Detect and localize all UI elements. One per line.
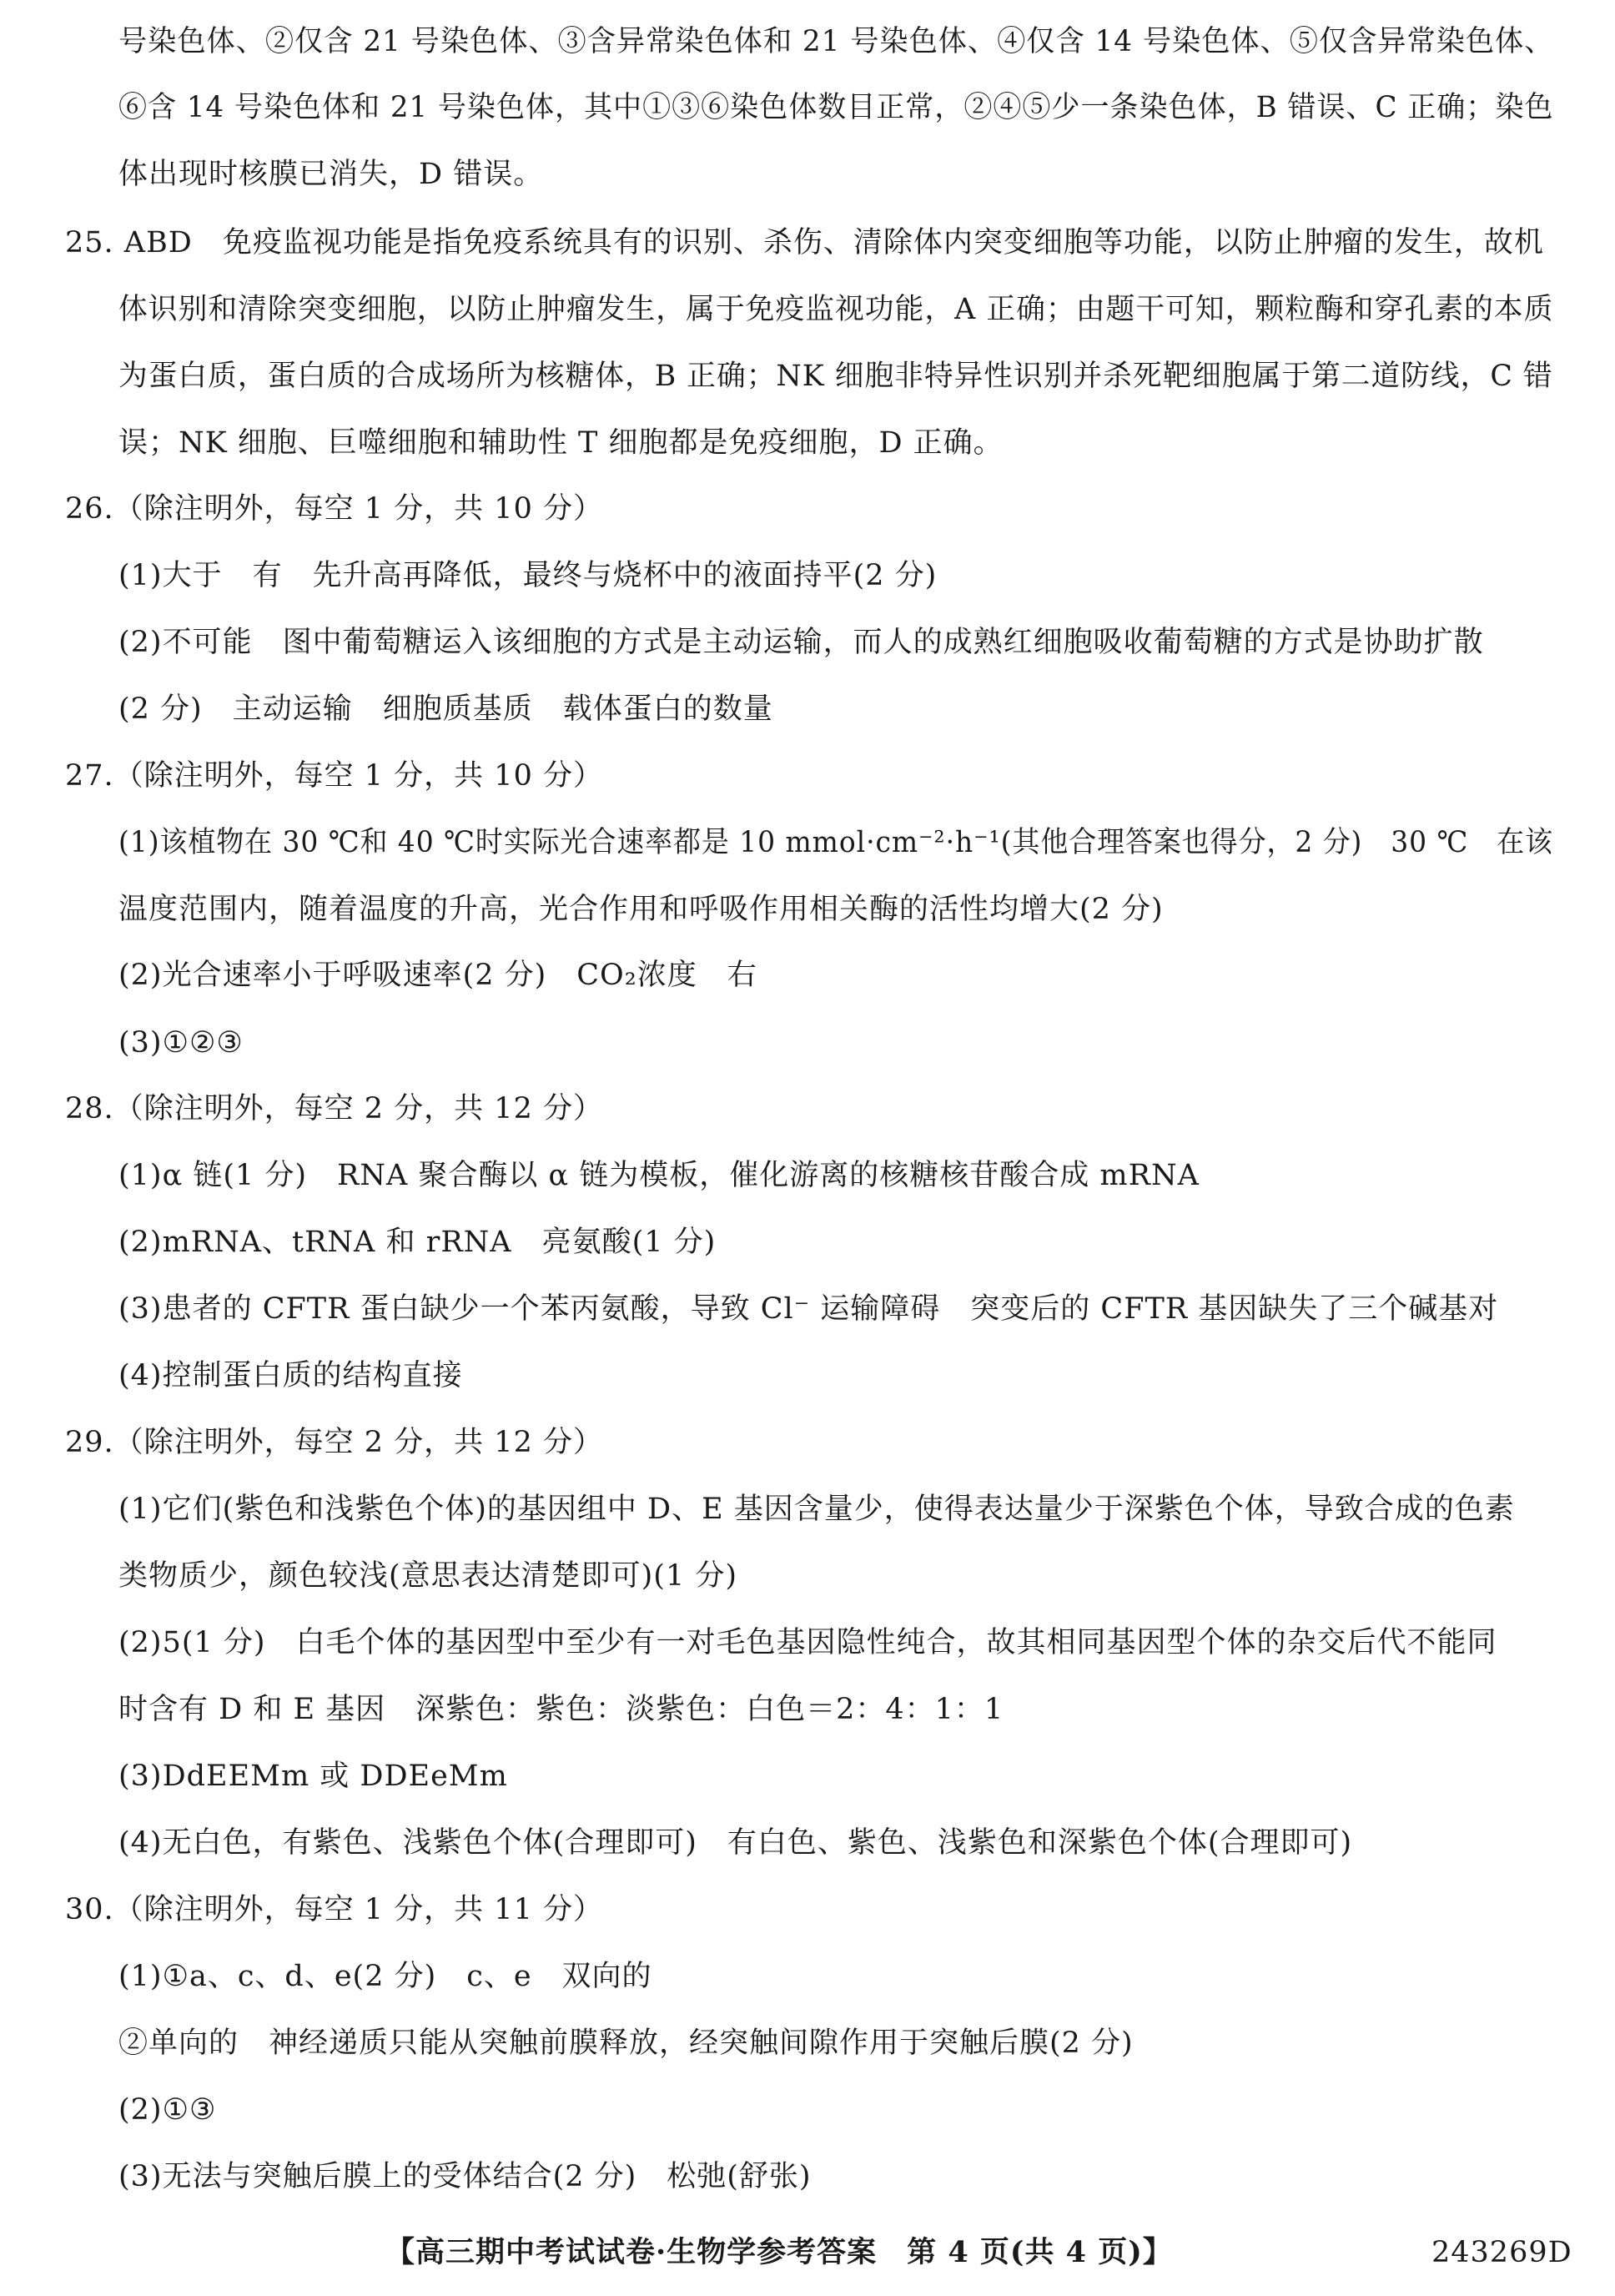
- footer-title: 【高三期中考试试卷·生物学参考答案 第 4 页(共 4 页)】: [385, 2235, 1173, 2269]
- text-line: 体识别和清除突变细胞，以防止肿瘤发生，属于免疫监视功能，A 正确；由题干可知，颗粒酶和穿孔素的本质: [118, 293, 1554, 326]
- text-line: (1)①a、c、d、e(2 分) c、e 双向的: [118, 1960, 652, 1993]
- text-line: (3)患者的 CFTR 蛋白缺少一个苯丙氨酸，导致 Cl⁻ 运输障碍 突变后的 CFTR 基因缺失了三个碱基对: [118, 1292, 1499, 1326]
- text-line: (2)不可能 图中葡萄糖运入该细胞的方式是主动运输，而人的成熟红细胞吸收葡萄糖的方式是协助扩散: [118, 626, 1484, 659]
- text-line: ⑥含 14 号染色体和 21 号染色体，其中①③⑥染色体数目正常，②④⑤少一条染色体，B 错误、C 正确；染色: [118, 91, 1554, 124]
- text-line: (1)α 链(1 分) RNA 聚合酶以 α 链为模板，催化游离的核糖核苷酸合成 mRNA: [118, 1159, 1200, 1192]
- text-line: 时含有 D 和 E 基因 深紫色：紫色：淡紫色：白色＝2：4：1：1: [118, 1693, 1004, 1726]
- text-line: 号染色体、②仅含 21 号染色体、③含异常染色体和 21 号染色体、④仅含 14 号染色体、⑤仅含异常染色体、: [118, 25, 1554, 58]
- text-line: (1)它们(紫色和浅紫色个体)的基因组中 D、E 基因含量少，使得表达量少于深紫色个体，导致合成的色素: [118, 1493, 1515, 1526]
- text-line: (2)5(1 分) 白毛个体的基因型中至少有一对毛色基因隐性纯合，故其相同基因型个体的杂交后代不能同: [118, 1626, 1497, 1659]
- text-line: 温度范围内，随着温度的升高，光合作用和呼吸作用相关酶的活性均增大(2 分): [118, 893, 1164, 926]
- text-line: ②单向的 神经递质只能从突触前膜释放，经突触间隙作用于突触后膜(2 分): [118, 2027, 1134, 2060]
- text-line: 27.（除注明外，每空 1 分，共 10 分）: [65, 759, 603, 793]
- text-line: 体出现时核膜已消失，D 错误。: [118, 158, 544, 191]
- text-line: 28.（除注明外，每空 2 分，共 12 分）: [65, 1092, 603, 1125]
- text-line: (3)DdEEMm 或 DDEeMm: [118, 1760, 508, 1793]
- text-line: (4)控制蛋白质的结构直接: [118, 1359, 463, 1392]
- text-line: 29.（除注明外，每空 2 分，共 12 分）: [65, 1426, 603, 1459]
- text-line: 误；NK 细胞、巨噬细胞和辅助性 T 细胞都是免疫细胞，D 正确。: [118, 426, 1004, 460]
- text-line: (2 分) 主动运输 细胞质基质 载体蛋白的数量: [118, 692, 773, 726]
- text-line: (1)该植物在 30 ℃和 40 ℃时实际光合速率都是 10 mmol·cm⁻²·h⁻¹(其他合理答案也得分，2 分) 30 ℃ 在该: [118, 826, 1553, 859]
- text-line: (3)①②③: [118, 1026, 244, 1060]
- text-line: (2)①③: [118, 2093, 217, 2127]
- text-line: 30.（除注明外，每空 1 分，共 11 分）: [65, 1893, 603, 1926]
- text-line: (1)大于 有 先升高再降低，最终与烧杯中的液面持平(2 分): [118, 559, 938, 592]
- text-line: 26.（除注明外，每空 1 分，共 10 分）: [65, 492, 603, 526]
- text-line: (4)无白色，有紫色、浅紫色个体(合理即可) 有白色、紫色、浅紫色和深紫色个体(合理即可): [118, 1826, 1353, 1860]
- text-line: (3)无法与突触后膜上的受体结合(2 分) 松弛(舒张): [118, 2160, 812, 2193]
- text-line: 25. ABD 免疫监视功能是指免疫系统具有的识别、杀伤、清除体内突变细胞等功能，以防止肿瘤的发生，故机: [65, 226, 1544, 259]
- text-line: 类物质少，颜色较浅(意思表达清楚即可)(1 分): [118, 1559, 738, 1593]
- text-line: 为蛋白质，蛋白质的合成场所为核糖体，B 正确；NK 细胞非特异性识别并杀死靶细胞属于第二道防线，C 错: [118, 360, 1553, 393]
- text-line: (2)mRNA、tRNA 和 rRNA 亮氨酸(1 分): [118, 1226, 717, 1259]
- document-code: 243269D: [1431, 2236, 1572, 2269]
- text-line: (2)光合速率小于呼吸速率(2 分) CO₂浓度 右: [118, 959, 757, 992]
